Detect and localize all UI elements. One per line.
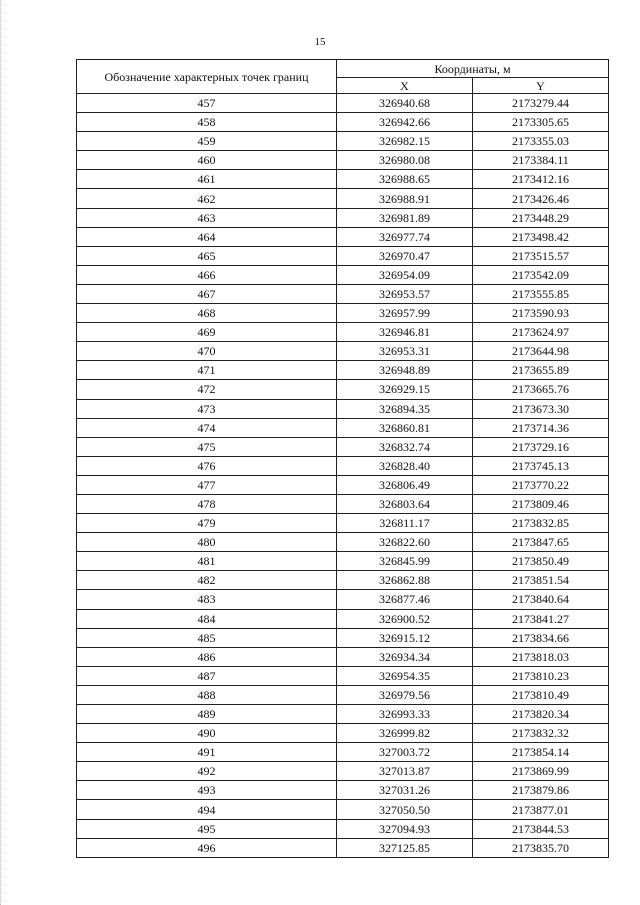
y-coordinate-cell: 2173305.65 — [473, 113, 609, 132]
x-coordinate-cell: 326942.66 — [337, 113, 473, 132]
point-number-cell: 461 — [77, 170, 337, 189]
y-coordinate-cell: 2173847.65 — [473, 533, 609, 552]
y-coordinate-cell: 2173515.57 — [473, 246, 609, 265]
y-coordinate-cell: 2173665.76 — [473, 380, 609, 399]
y-coordinate-cell: 2173279.44 — [473, 94, 609, 113]
y-coordinate-cell: 2173644.98 — [473, 342, 609, 361]
table-row — [77, 342, 609, 361]
point-number-cell: 470 — [77, 342, 337, 361]
point-number-cell: 483 — [77, 590, 337, 609]
table-row — [77, 571, 609, 590]
table-row — [77, 208, 609, 227]
x-coordinate-cell: 326915.12 — [337, 628, 473, 647]
point-number-cell: 486 — [77, 647, 337, 666]
point-number-cell: 472 — [77, 380, 337, 399]
x-coordinate-cell: 326946.81 — [337, 323, 473, 342]
y-coordinate-cell: 2173770.22 — [473, 475, 609, 494]
point-number-cell: 485 — [77, 628, 337, 647]
x-coordinate-cell: 326806.49 — [337, 475, 473, 494]
table-row — [77, 590, 609, 609]
x-coordinate-cell: 326832.74 — [337, 437, 473, 456]
table-row — [77, 113, 609, 132]
x-coordinate-cell: 326860.81 — [337, 418, 473, 437]
table-row — [77, 132, 609, 151]
x-coordinate-cell: 326977.74 — [337, 227, 473, 246]
y-coordinate-cell: 2173426.46 — [473, 189, 609, 208]
y-coordinate-cell: 2173355.03 — [473, 132, 609, 151]
table-row — [77, 628, 609, 647]
table-row — [77, 284, 609, 303]
x-coordinate-cell: 326811.17 — [337, 514, 473, 533]
table-row — [77, 743, 609, 762]
table-row — [77, 304, 609, 323]
point-number-cell: 488 — [77, 685, 337, 704]
x-coordinate-cell: 326803.64 — [337, 494, 473, 513]
x-coordinate-cell: 326948.89 — [337, 361, 473, 380]
y-coordinate-cell: 2173840.64 — [473, 590, 609, 609]
table-row — [77, 838, 609, 857]
y-coordinate-cell: 2173851.54 — [473, 571, 609, 590]
point-number-cell: 493 — [77, 781, 337, 800]
table-row — [77, 552, 609, 571]
x-coordinate-cell: 326929.15 — [337, 380, 473, 399]
x-coordinate-cell: 326953.57 — [337, 284, 473, 303]
x-coordinate-cell: 327050.50 — [337, 800, 473, 819]
y-coordinate-cell: 2173655.89 — [473, 361, 609, 380]
x-coordinate-cell: 327094.93 — [337, 819, 473, 838]
table-row — [77, 437, 609, 456]
y-coordinate-cell: 2173448.29 — [473, 208, 609, 227]
table-row — [77, 265, 609, 284]
y-coordinate-cell: 2173729.16 — [473, 437, 609, 456]
table-header — [77, 60, 609, 94]
point-number-cell: 469 — [77, 323, 337, 342]
point-number-cell: 477 — [77, 475, 337, 494]
header-point-name: Обозначение характерных точек границ — [77, 60, 337, 94]
table-row — [77, 781, 609, 800]
x-coordinate-cell: 326953.31 — [337, 342, 473, 361]
header-y: Y — [473, 78, 609, 94]
x-coordinate-cell: 326954.35 — [337, 666, 473, 685]
y-coordinate-cell: 2173841.27 — [473, 609, 609, 628]
x-coordinate-cell: 326980.08 — [337, 151, 473, 170]
point-number-cell: 467 — [77, 284, 337, 303]
table-row — [77, 724, 609, 743]
y-coordinate-cell: 2173844.53 — [473, 819, 609, 838]
y-coordinate-cell: 2173384.11 — [473, 151, 609, 170]
y-coordinate-cell: 2173810.49 — [473, 685, 609, 704]
table-row — [77, 705, 609, 724]
y-coordinate-cell: 2173590.93 — [473, 304, 609, 323]
point-number-cell: 490 — [77, 724, 337, 743]
table-row — [77, 94, 609, 113]
point-number-cell: 466 — [77, 265, 337, 284]
y-coordinate-cell: 2173832.85 — [473, 514, 609, 533]
x-coordinate-cell: 326970.47 — [337, 246, 473, 265]
point-number-cell: 478 — [77, 494, 337, 513]
x-coordinate-cell: 326954.09 — [337, 265, 473, 284]
point-number-cell: 476 — [77, 456, 337, 475]
y-coordinate-cell: 2173854.14 — [473, 743, 609, 762]
x-coordinate-cell: 326845.99 — [337, 552, 473, 571]
header-coordinates: Координаты, м — [337, 60, 609, 78]
y-coordinate-cell: 2173673.30 — [473, 399, 609, 418]
table-row — [77, 800, 609, 819]
page-edge — [0, 0, 5, 905]
point-number-cell: 459 — [77, 132, 337, 151]
y-coordinate-cell: 2173555.85 — [473, 284, 609, 303]
table-row — [77, 399, 609, 418]
table-row — [77, 170, 609, 189]
x-coordinate-cell: 326979.56 — [337, 685, 473, 704]
point-number-cell: 481 — [77, 552, 337, 571]
x-coordinate-cell: 326982.15 — [337, 132, 473, 151]
table-row — [77, 361, 609, 380]
table-row — [77, 666, 609, 685]
point-number-cell: 482 — [77, 571, 337, 590]
point-number-cell: 489 — [77, 705, 337, 724]
table-row — [77, 647, 609, 666]
point-number-cell: 462 — [77, 189, 337, 208]
y-coordinate-cell: 2173879.86 — [473, 781, 609, 800]
y-coordinate-cell: 2173412.16 — [473, 170, 609, 189]
y-coordinate-cell: 2173877.01 — [473, 800, 609, 819]
x-coordinate-cell: 327013.87 — [337, 762, 473, 781]
x-coordinate-cell: 326988.91 — [337, 189, 473, 208]
y-coordinate-cell: 2173834.66 — [473, 628, 609, 647]
table-row — [77, 380, 609, 399]
page-number: 15 — [314, 36, 326, 48]
y-coordinate-cell: 2173624.97 — [473, 323, 609, 342]
table-row — [77, 685, 609, 704]
table-row — [77, 323, 609, 342]
table-row — [77, 475, 609, 494]
table-row — [77, 418, 609, 437]
point-number-cell: 495 — [77, 819, 337, 838]
header-row — [77, 60, 609, 78]
coordinates-table — [76, 59, 609, 858]
y-coordinate-cell: 2173869.99 — [473, 762, 609, 781]
x-coordinate-cell: 326993.33 — [337, 705, 473, 724]
x-coordinate-cell: 327125.85 — [337, 838, 473, 857]
y-coordinate-cell: 2173835.70 — [473, 838, 609, 857]
x-coordinate-cell: 326934.34 — [337, 647, 473, 666]
point-number-cell: 491 — [77, 743, 337, 762]
point-number-cell: 465 — [77, 246, 337, 265]
y-coordinate-cell: 2173745.13 — [473, 456, 609, 475]
table-row — [77, 189, 609, 208]
point-number-cell: 484 — [77, 609, 337, 628]
table-row — [77, 494, 609, 513]
point-number-cell: 463 — [77, 208, 337, 227]
y-coordinate-cell: 2173542.09 — [473, 265, 609, 284]
point-number-cell: 479 — [77, 514, 337, 533]
point-number-cell: 464 — [77, 227, 337, 246]
y-coordinate-cell: 2173832.32 — [473, 724, 609, 743]
table-row — [77, 762, 609, 781]
point-number-cell: 487 — [77, 666, 337, 685]
point-number-cell: 480 — [77, 533, 337, 552]
table-row — [77, 227, 609, 246]
header-x: X — [337, 78, 473, 94]
x-coordinate-cell: 326894.35 — [337, 399, 473, 418]
table-row — [77, 819, 609, 838]
x-coordinate-cell: 326900.52 — [337, 609, 473, 628]
table-row — [77, 246, 609, 265]
x-coordinate-cell: 326981.89 — [337, 208, 473, 227]
x-coordinate-cell: 327003.72 — [337, 743, 473, 762]
y-coordinate-cell: 2173850.49 — [473, 552, 609, 571]
x-coordinate-cell: 326822.60 — [337, 533, 473, 552]
x-coordinate-cell: 327031.26 — [337, 781, 473, 800]
point-number-cell: 471 — [77, 361, 337, 380]
point-number-cell: 475 — [77, 437, 337, 456]
point-number-cell: 496 — [77, 838, 337, 857]
x-coordinate-cell: 326828.40 — [337, 456, 473, 475]
table-row — [77, 151, 609, 170]
point-number-cell: 473 — [77, 399, 337, 418]
y-coordinate-cell: 2173809.46 — [473, 494, 609, 513]
x-coordinate-cell: 326999.82 — [337, 724, 473, 743]
x-coordinate-cell: 326862.88 — [337, 571, 473, 590]
point-number-cell: 474 — [77, 418, 337, 437]
point-number-cell: 494 — [77, 800, 337, 819]
table-row — [77, 609, 609, 628]
table-row — [77, 456, 609, 475]
table-body — [77, 94, 609, 858]
x-coordinate-cell: 326940.68 — [337, 94, 473, 113]
y-coordinate-cell: 2173498.42 — [473, 227, 609, 246]
x-coordinate-cell: 326877.46 — [337, 590, 473, 609]
x-coordinate-cell: 326957.99 — [337, 304, 473, 323]
point-number-cell: 457 — [77, 94, 337, 113]
y-coordinate-cell: 2173818.03 — [473, 647, 609, 666]
x-coordinate-cell: 326988.65 — [337, 170, 473, 189]
point-number-cell: 460 — [77, 151, 337, 170]
y-coordinate-cell: 2173810.23 — [473, 666, 609, 685]
table-row — [77, 533, 609, 552]
point-number-cell: 458 — [77, 113, 337, 132]
point-number-cell: 492 — [77, 762, 337, 781]
y-coordinate-cell: 2173714.36 — [473, 418, 609, 437]
point-number-cell: 468 — [77, 304, 337, 323]
y-coordinate-cell: 2173820.34 — [473, 705, 609, 724]
table-row — [77, 514, 609, 533]
